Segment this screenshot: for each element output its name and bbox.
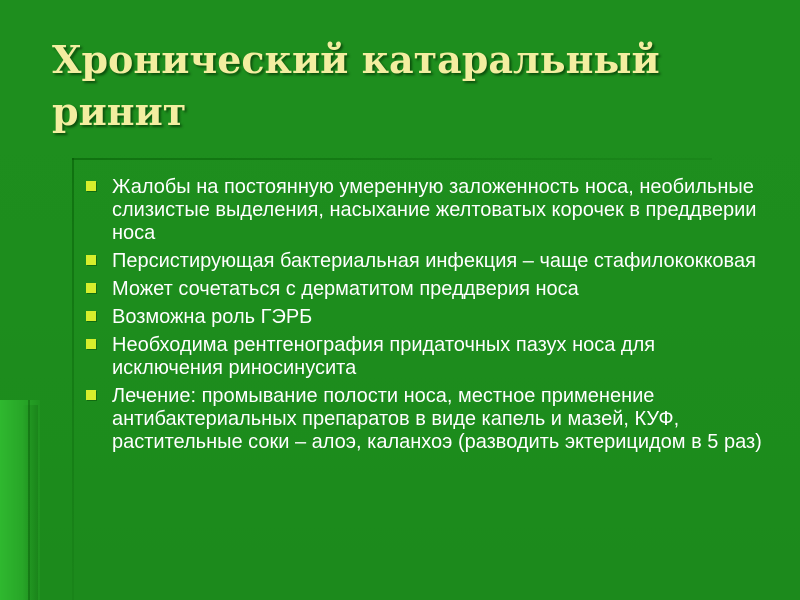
- decorative-line: [72, 158, 74, 600]
- list-item: [86, 278, 766, 301]
- square-bullet-icon: [86, 311, 96, 321]
- list-item-text: Лечение: промывание полости носа, местное применение антибактериальных препаратов в виде капель и мазей, КУФ, растительные соки – алоэ, каланхоэ (разводить эктерицидом в 5 раз): [112, 385, 762, 453]
- square-bullet-icon: [86, 181, 96, 191]
- list-item-text: Жалобы на постоянную умеренную заложенность носа, необильные слизистые выделения, насыхание желтоватых корочек в преддверии носа: [112, 176, 757, 244]
- list-item-text: Необходима рентгенография придаточных пазух носа для исключения риносинусита: [112, 334, 656, 379]
- list-item: [86, 250, 766, 273]
- square-bullet-icon: [86, 283, 96, 293]
- slide-title: Хронический катаральный ринит: [52, 37, 660, 134]
- list-item-text: Персистирующая бактериальная инфекция – чаще стафилококковая: [112, 250, 756, 272]
- square-bullet-icon: [86, 339, 96, 349]
- list-item: [86, 306, 766, 329]
- list-item: [86, 176, 766, 245]
- square-bullet-icon: [86, 255, 96, 265]
- bullet-list: [86, 176, 766, 459]
- decorative-line: [28, 400, 30, 600]
- list-item: [86, 334, 766, 380]
- decorative-shade: [22, 405, 38, 600]
- decorative-line: [72, 158, 712, 160]
- list-item-text: Может сочетаться с дерматитом преддверия носа: [112, 278, 579, 300]
- list-item: [86, 385, 766, 454]
- square-bullet-icon: [86, 390, 96, 400]
- list-item-text: Возможна роль ГЭРБ: [112, 306, 313, 328]
